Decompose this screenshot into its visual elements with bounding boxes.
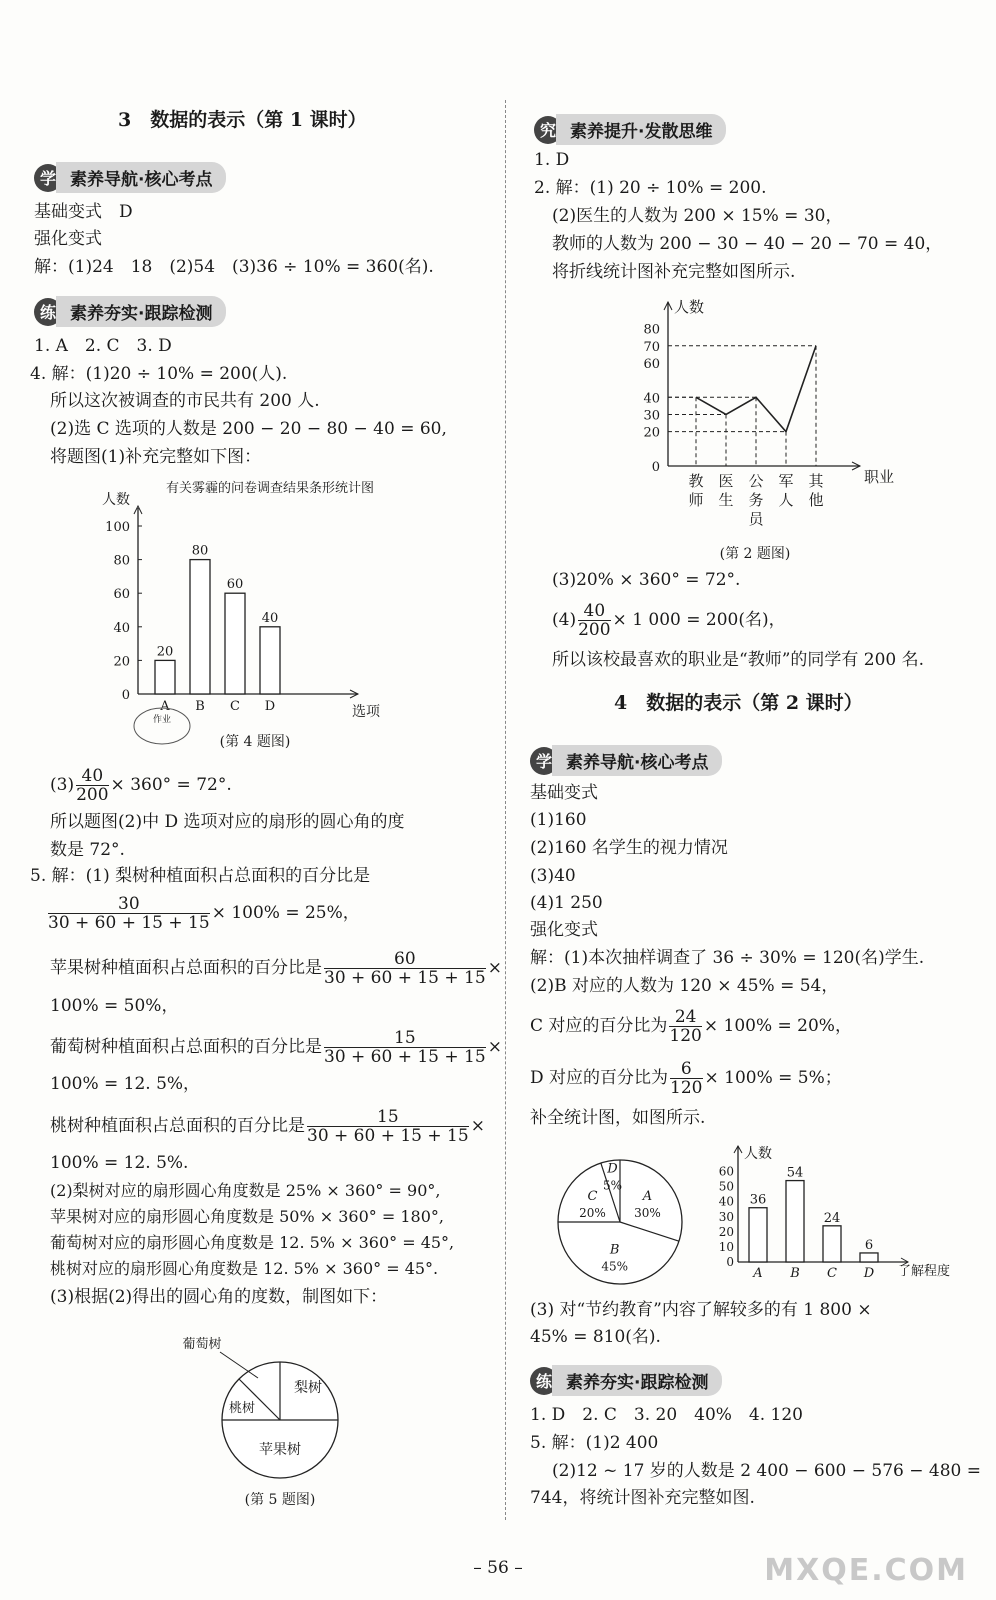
text: (4) [552,610,577,630]
fraction [324,950,486,987]
bar [860,1253,878,1262]
learn-badge-icon: 学 [34,164,62,192]
y-tick-label: 100 [105,520,130,535]
slice-percent: 45% [601,1259,629,1274]
numerator: 24 [669,1008,701,1027]
answer-line: 将折线统计图补充完整如图所示. [552,262,796,282]
denominator: 30 + 60 + 15 + 15 [48,913,210,933]
data-label: 36 [749,1192,767,1208]
practice-badge-icon: 练 [530,1367,558,1395]
section-header-label: 素养导航·核心考点 [552,745,722,776]
page-number: – 56 – [473,1558,523,1578]
bar [155,660,175,694]
chart-caption: (第 5 题图) [244,1492,316,1508]
line-chart-q2 [620,290,940,570]
text: D 对应的百分比为 [530,1068,669,1088]
answer-line: (3)根据(2)得出的圆心角的度数，制图如下： [50,1287,388,1307]
fraction [578,602,610,639]
section-header-learn [530,745,722,776]
answer-line: 桃树对应的扇形圆心角度数是 12. 5% × 360° = 45°. [50,1259,439,1278]
y-tick-label: 40 [718,1194,734,1209]
fraction [670,1060,702,1097]
answer-line [46,893,360,933]
x-tick-label: 师 [688,491,704,509]
answer-line: (2)B 对应的人数为 120 × 45% = 54， [530,976,839,996]
slice-label: 苹果树 [259,1442,301,1458]
bar-chart-q4 [90,476,450,756]
y-tick-label: 0 [651,460,660,475]
text: × 1 000 = 200(名)， [612,610,786,630]
fraction [307,1108,469,1145]
x-tick-label: 医 [718,472,734,490]
text: × [470,1116,485,1136]
y-tick-label: 10 [718,1239,734,1254]
explore-badge-icon: 究 [534,116,562,144]
y-tick-label: 30 [718,1209,734,1224]
leader-line [220,1352,258,1378]
slice-label: A [642,1189,653,1205]
answer-line: (1)160 [530,810,587,830]
x-tick-label: 员 [748,510,764,528]
numerator: 15 [307,1108,469,1127]
x-tick-label: 人 [778,491,794,509]
answer-line: 基础变式 [530,783,598,803]
answer-line: (3)20% × 360° = 72°. [552,570,741,590]
answer-line: 100% = 50%， [50,996,179,1016]
x-axis-label: 职业 [864,468,895,486]
chart-caption: (第 2 题图) [719,546,791,562]
data-label: 80 [191,543,209,559]
answer-line [530,1058,842,1098]
y-tick-label: 20 [643,425,660,441]
slice-label: D [607,1161,618,1177]
fraction [48,895,210,932]
answer-line: (4)1 250 [530,893,603,913]
slice-label: C [587,1189,598,1205]
answer-line: 2. 解：(1) 20 ÷ 10% = 200. [534,178,767,198]
text: × 100% = 20%， [703,1016,852,1036]
answer-line: 4. 解：(1)20 ÷ 10% = 200(人). [30,364,288,384]
data-label: 54 [786,1165,804,1181]
x-axis-label: 了解程度 [898,1264,951,1279]
section-header-label: 素养导航·核心考点 [56,162,226,193]
section-header-label: 素养提升·发散思维 [556,114,726,145]
x-tick-label: 生 [718,491,734,509]
bar [190,560,210,694]
text: × 100% = 25%， [211,903,360,923]
strong-variant: 强化变式 [34,229,102,249]
x-tick-label: 他 [808,491,824,509]
y-tick-label: 30 [643,408,660,424]
answer-line: 1. A 2. C 3. D [34,336,172,356]
numerator: 40 [76,767,108,786]
y-tick-label: 80 [113,553,130,569]
text: × [487,958,502,978]
slice-label: B [609,1242,620,1258]
answer-line: 所以该校最喜欢的职业是“教师”的同学有 200 名. [552,650,925,670]
slice-label: 桃树 [228,1401,256,1416]
text: × 360° = 72°. [110,775,232,795]
x-tick-label: B [790,1266,800,1281]
answer-line: (2)160 名学生的视力情况 [530,838,728,858]
answer-line: 744，将统计图补充完整如图. [530,1488,755,1508]
y-tick-label: 20 [718,1224,734,1239]
text: 桃树种植面积占总面积的百分比是 [50,1116,305,1136]
data-label: 24 [823,1210,841,1226]
answer-line [50,765,232,805]
x-tick-label: C [230,699,240,714]
slice-percent: 30% [634,1206,661,1221]
numerator: 6 [670,1060,702,1079]
fraction [669,1008,701,1045]
x-tick-label: A [753,1266,763,1281]
section-title: 3 数据的表示（第 1 课时） [118,109,367,131]
data-label: 60 [226,577,244,593]
answer-line [50,1027,502,1067]
x-tick-label: 公 [748,472,764,490]
bar [749,1208,767,1262]
answer-line: 45% = 810(名). [530,1327,661,1347]
answer-line: 解：(1)本次抽样调查了 36 ÷ 30% = 120(名)学生. [530,948,925,968]
y-tick-label: 0 [726,1255,734,1269]
answer-line: 所以这次被调查的市民共有 200 人. [50,391,320,411]
x-tick-label: 其 [808,472,824,490]
denominator: 30 + 60 + 15 + 15 [324,968,486,988]
numerator: 15 [324,1029,486,1048]
y-tick-label: 60 [643,356,660,372]
answer-line [552,600,786,640]
text: (3) [50,775,75,795]
answer-line: 将题图(1)补充完整如下图： [50,447,262,467]
x-tick-label: D [863,1266,875,1281]
answer-line: 5. 解：(1)2 400 [530,1433,659,1453]
basic-variant: 基础变式 D [34,202,133,222]
chart-title: 有关雾霾的问卷调查结果条形统计图 [165,481,375,496]
denominator: 200 [76,785,109,805]
bar [260,627,280,694]
x-axis-label: 选项 [352,704,380,720]
answer-line [50,948,502,988]
numerator: 30 [48,895,210,914]
watermark: MXQE.COM [764,1553,968,1588]
fraction [324,1029,486,1066]
section-title: 4 数据的表示（第 2 课时） [614,692,863,714]
answer-line: (2)选 C 选项的人数是 200 − 20 − 80 − 40 = 60, [50,419,447,439]
data-label: 6 [864,1237,874,1253]
strong-answer: 解：(1)24 18 (2)54 (3)36 ÷ 10% = 360(名). [34,257,434,277]
denominator: 30 + 60 + 15 + 15 [307,1126,469,1146]
x-tick-label: B [195,699,205,714]
chart-caption: (第 4 题图) [219,734,291,750]
answer-line: 补全统计图，如图所示. [530,1108,706,1128]
answer-line: 苹果树对应的扇形圆心角度数是 50% × 360° = 180°, [50,1207,444,1226]
data-label: 40 [261,610,279,626]
y-tick-label: 70 [643,339,660,355]
answer-line: 100% = 12. 5%， [50,1074,201,1094]
x-tick-label: 军 [778,472,794,490]
learn-badge-icon: 学 [530,747,558,775]
bar [225,593,245,694]
answer-line: 数是 72°. [50,840,125,860]
data-label: 20 [156,644,174,660]
denominator: 200 [578,620,611,640]
y-tick-label: 50 [718,1179,734,1194]
answer-line: 教师的人数为 200 − 30 − 40 − 20 − 70 = 40， [552,234,943,254]
section-header-explore [534,114,726,145]
bar-chart-awareness [708,1138,970,1288]
answer-line: 葡萄树对应的扇形圆心角度数是 12. 5% × 360° = 45°, [50,1233,455,1252]
text: × 100% = 5%； [704,1068,842,1088]
pie-chart-q5 [170,1320,390,1510]
y-axis-label: 人数 [674,298,705,316]
y-tick-label: 20 [113,654,130,670]
answer-line: 所以题图(2)中 D 选项对应的扇形的圆心角的度 [50,812,405,832]
answer-line [50,1106,485,1146]
section-header-practice [530,1365,722,1396]
bar [786,1181,804,1262]
practice-badge-icon: 练 [34,298,62,326]
answer-line [530,1006,852,1046]
answer-line: 强化变式 [530,920,598,940]
x-tick-label: 教 [688,472,704,490]
x-tick-label: A [160,699,170,714]
denominator: 120 [670,1078,703,1098]
y-tick-label: 0 [121,688,130,703]
stamp-text: 作业 [152,715,172,725]
answer-line: (2)梨树对应的扇形圆心角度数是 25% × 360° = 90°, [50,1181,441,1200]
slice-percent: 20% [579,1206,606,1221]
fraction [76,767,108,804]
section-header-practice [34,296,226,327]
answer-line: (3)40 [530,866,576,886]
answer-line: 100% = 12. 5%. [50,1153,189,1173]
numerator: 60 [324,950,486,969]
column-divider [505,100,506,1520]
section-header-learn [34,162,226,193]
denominator: 30 + 60 + 15 + 15 [324,1047,486,1067]
x-tick-label: 务 [748,491,764,509]
y-axis-label: 人数 [102,492,130,508]
section-header-label: 素养夯实·跟踪检测 [56,296,226,327]
y-tick-label: 40 [113,620,130,636]
y-tick-label: 60 [718,1164,734,1179]
answer-line: 1. D 2. C 3. 20 40% 4. 120 [530,1405,803,1425]
text: × [487,1037,502,1057]
denominator: 120 [669,1026,702,1046]
y-axis-label: 人数 [744,1146,772,1162]
answer-line: (2)12 ~ 17 岁的人数是 2 400 − 600 − 576 − 480 = [552,1461,982,1481]
slice-label: 梨树 [294,1380,322,1396]
answer-line: (2)医生的人数为 200 × 15% = 30， [552,206,843,226]
text: 苹果树种植面积占总面积的百分比是 [50,958,322,978]
x-tick-label: C [827,1266,837,1281]
numerator: 40 [578,602,610,621]
y-tick-label: 80 [643,322,660,338]
answer-line: 1. D [534,150,570,170]
text: 葡萄树种植面积占总面积的百分比是 [50,1037,322,1057]
y-tick-label: 40 [643,391,660,407]
answer-line: 5. 解：(1) 梨树种植面积占总面积的百分比是 [30,866,371,886]
section-header-label: 素养夯实·跟踪检测 [552,1365,722,1396]
x-tick-label: D [264,699,276,714]
pie-chart-awareness [540,1142,715,1292]
bar [823,1226,841,1262]
y-tick-label: 60 [113,587,130,603]
answer-line: (3) 对“节约教育”内容了解较多的有 1 800 × [530,1300,872,1320]
text: C 对应的百分比为 [530,1016,668,1036]
slice-percent: 5% [602,1178,623,1193]
slice-label: 葡萄树 [182,1337,222,1352]
